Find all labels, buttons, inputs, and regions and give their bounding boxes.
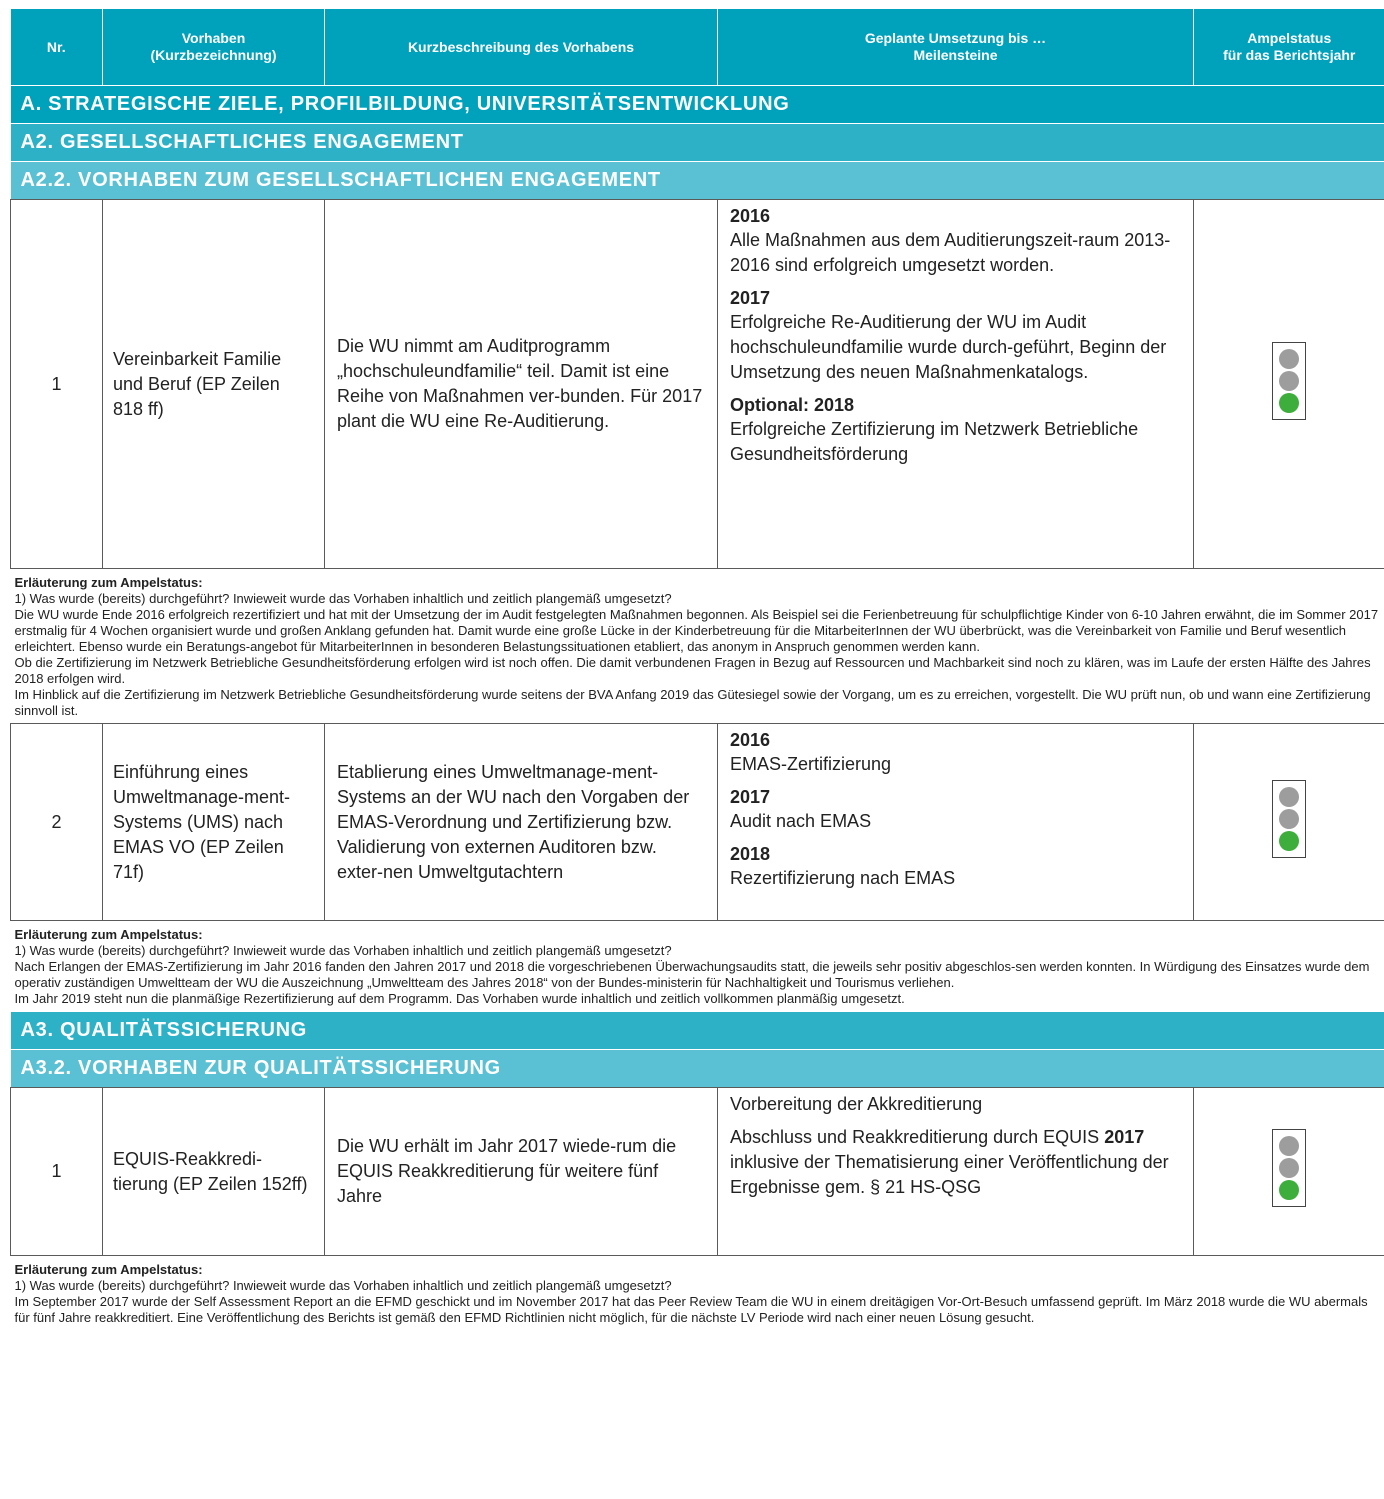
header-ampelstatus: Ampelstatus für das Berichtsjahr: [1194, 9, 1384, 86]
explanation-paragraph: Nach Erlangen der EMAS-Zertifizierung im Jahr 2016 fanden den Jahren 2017 und 2018 die vorgeschriebenen Überwachungsaudits statt, die jeweils sehr positiv abgeschlos-sen werden konnten. In Würdigung des Einsatzes wurde dem operativ zuständigen Umweltteam der WU die Auszeichnung „Umweltteam des Jahres 2018“ von der Bundes-ministerin für Nachhaltigkeit und Tourismus verliehen.: [14, 959, 1370, 990]
traffic-light-icon: [1272, 780, 1306, 858]
explanation-paragraph: Im Hinblick auf die Zertifizierung im Netzwerk Betriebliche Gesundheitsförderung wurde seitens der BVA Anfang 2019 das Gütesiegel sowie der Vorgang, um es zu erreichen, vorgestellt. Die WU prüft nun, ob und wann eine Zertifizierung sinnvoll ist.: [14, 687, 1371, 718]
green-light-icon: [1279, 393, 1299, 413]
explanation-cell: [11, 569, 1384, 724]
milestones-cell: [718, 724, 1194, 921]
explanation-cell: [11, 1256, 1384, 1331]
yellow-light-icon: [1279, 371, 1299, 391]
vorhaben-table: [10, 9, 1384, 1330]
item-description: Etablierung eines Umweltmanage-ment-Systems an der WU nach den Vorgaben der EMAS-Verordnung und Zertifizierung bzw. Validierung von externen Auditoren bzw. exter-nen Umweltgutachtern: [325, 724, 718, 921]
traffic-light-icon: [1272, 1129, 1306, 1207]
explanation-heading: Erläuterung zum Ampelstatus:: [14, 575, 203, 590]
item-name: Einführung eines Umweltmanage-ment-Systems (UMS) nach EMAS VO (EP Zeilen 71f): [103, 724, 325, 921]
status-cell: [1194, 1088, 1384, 1256]
milestone-year: 2017: [730, 288, 771, 308]
yellow-light-icon: [1279, 1158, 1299, 1178]
red-light-icon: [1279, 349, 1299, 369]
explanation-question: 1) Was wurde (bereits) durchgeführt? Inwieweit wurde das Vorhaben inhaltlich und zeitlich plangemäß umgesetzt?: [14, 1278, 672, 1293]
section-header-a3: [11, 1012, 1384, 1050]
explanation-question: 1) Was wurde (bereits) durchgeführt? Inwieweit wurde das Vorhaben inhaltlich und zeitlich plangemäß umgesetzt?: [14, 943, 672, 958]
item-nr: 2: [11, 724, 103, 921]
header-vorhaben: Vorhaben (Kurzbezeichnung): [103, 9, 325, 86]
section-header-a22: [11, 162, 1384, 200]
header-nr: Nr.: [11, 9, 103, 86]
section-title: A. STRATEGISCHE ZIELE, PROFILBILDUNG, UNIVERSITÄTSENTWICKLUNG: [11, 86, 1384, 124]
milestone-text: Abschluss und Reakkreditierung durch EQUIS 2017 inklusive der Thematisierung einer Veröffentlichung der Ergebnisse gem. § 21 HS-QSG: [730, 1127, 1169, 1197]
explanation-paragraph: Ob die Zertifizierung im Netzwerk Betriebliche Gesundheitsförderung erfolgen wird ist noch offen. Die damit verbundenen Fragen in Bezug auf Ressourcen und Machbarkeit sind noch zu klären, was im Laufe der ersten Hälfte des Jahres 2018 erfolgen wird.: [14, 655, 1371, 686]
table-row: [11, 1088, 1384, 1256]
table-header-row: [11, 9, 1384, 86]
milestone-text: Erfolgreiche Zertifizierung im Netzwerk Betriebliche Gesundheitsförderung: [730, 419, 1139, 464]
milestone-text: Vorbereitung der Akkreditierung: [730, 1094, 983, 1114]
explanation-question: 1) Was wurde (bereits) durchgeführt? Inwieweit wurde das Vorhaben inhaltlich und zeitlich plangemäß umgesetzt?: [14, 591, 672, 606]
table-row: [11, 724, 1384, 921]
milestone-year: 2018: [730, 844, 771, 864]
milestone-text: EMAS-Zertifizierung: [730, 754, 892, 774]
milestone-text: Audit nach EMAS: [730, 811, 872, 831]
explanation-heading: Erläuterung zum Ampelstatus:: [14, 927, 203, 942]
item-description: Die WU nimmt am Auditprogramm „hochschuleundfamilie“ teil. Damit ist eine Reihe von Maßnahmen ver-bunden. Für 2017 plant die WU eine Re-Auditierung.: [325, 200, 718, 569]
section-title: A2.2. VORHABEN ZUM GESELLSCHAFTLICHEN ENGAGEMENT: [11, 162, 1384, 200]
section-header-a2: [11, 124, 1384, 162]
explanation-heading: Erläuterung zum Ampelstatus:: [14, 1262, 203, 1277]
green-light-icon: [1279, 831, 1299, 851]
milestone-year: 2016: [730, 730, 771, 750]
traffic-light-icon: [1272, 342, 1306, 420]
section-header-a: [11, 86, 1384, 124]
status-cell: [1194, 724, 1384, 921]
explanation-paragraph: Im September 2017 wurde der Self Assessment Report an die EFMD geschickt und im November 2017 hat das Peer Review Team die WU in einem dreitägigen Vor-Ort-Besuch umfassend geprüft. Im März 2018 wurde die WU abermals für fünf Jahre reakkreditiert. Eine Veröffentlichung des Berichts ist gemäß den EFMD Richtlinien nicht möglich, für die nächste LV Periode wird nach einer neuen Lösung gesucht.: [14, 1294, 1368, 1325]
explanation-cell: [11, 921, 1384, 1012]
report-page: [10, 9, 1384, 1330]
red-light-icon: [1279, 1136, 1299, 1156]
milestones-cell: [718, 1088, 1194, 1256]
item-nr: 1: [11, 1088, 103, 1256]
explanation-paragraph: Im Jahr 2019 steht nun die planmäßige Rezertifizierung auf dem Programm. Das Vorhaben wurde inhaltlich und zeitlich vollkommen planmäßig umgesetzt.: [14, 991, 905, 1006]
green-light-icon: [1279, 1180, 1299, 1200]
item-nr: 1: [11, 200, 103, 569]
milestone-year: 2016: [730, 206, 771, 226]
milestone-text: Rezertifizierung nach EMAS: [730, 868, 956, 888]
section-title: A3. QUALITÄTSSICHERUNG: [11, 1012, 1384, 1050]
yellow-light-icon: [1279, 809, 1299, 829]
milestone-year: Optional: 2018: [730, 395, 855, 415]
table-row: [11, 200, 1384, 569]
explanation-paragraph: Die WU wurde Ende 2016 erfolgreich rezertifiziert und hat mit der Umsetzung der im Audit festgelegten Maßnahmen begonnen. Als Beispiel sei die Ferienbetreuung für schulpflichtige Kinder von 6-10 Jahren erwähnt, die im Sommer 2017 erstmalig für 4 Wochen organisiert wurde und großen Anklang gefunden hat. Damit wurde eine große Lücke in der Kinderbetreuung für die MitarbeiterInnen der WU überbrückt, was die Vereinbarkeit von Familie und Beruf wesentlich erleichtert. Ebenso wurde ein Beratungs-angebot für MitarbeiterInnen in besonderen Belastungssituationen etabliert, das anonym in Anspruch genommen werden kann.: [14, 607, 1379, 654]
milestone-text: Alle Maßnahmen aus dem Auditierungszeit-raum 2013-2016 sind erfolgreich umgesetzt worden.: [730, 230, 1171, 275]
item-description: Die WU erhält im Jahr 2017 wiede-rum die EQUIS Reakkreditierung für weitere fünf Jahre: [325, 1088, 718, 1256]
item-name: EQUIS-Reakkredi-tierung (EP Zeilen 152ff): [103, 1088, 325, 1256]
header-kurzbeschreibung: Kurzbeschreibung des Vorhabens: [325, 9, 718, 86]
header-umsetzung: Geplante Umsetzung bis … Meilensteine: [718, 9, 1194, 86]
section-title: A2. GESELLSCHAFTLICHES ENGAGEMENT: [11, 124, 1384, 162]
explanation-row: [11, 569, 1384, 724]
item-name: Vereinbarkeit Familie und Beruf (EP Zeilen 818 ff): [103, 200, 325, 569]
milestones-cell: [718, 200, 1194, 569]
milestone-year: 2017: [730, 787, 771, 807]
section-title: A3.2. VORHABEN ZUR QUALITÄTSSICHERUNG: [11, 1050, 1384, 1088]
explanation-row: [11, 1256, 1384, 1331]
explanation-row: [11, 921, 1384, 1012]
milestone-text: Erfolgreiche Re-Auditierung der WU im Audit hochschuleundfamilie wurde durch-geführt, Beginn der Umsetzung des neuen Maßnahmenkatalogs.: [730, 312, 1167, 382]
status-cell: [1194, 200, 1384, 569]
section-header-a32: [11, 1050, 1384, 1088]
red-light-icon: [1279, 787, 1299, 807]
